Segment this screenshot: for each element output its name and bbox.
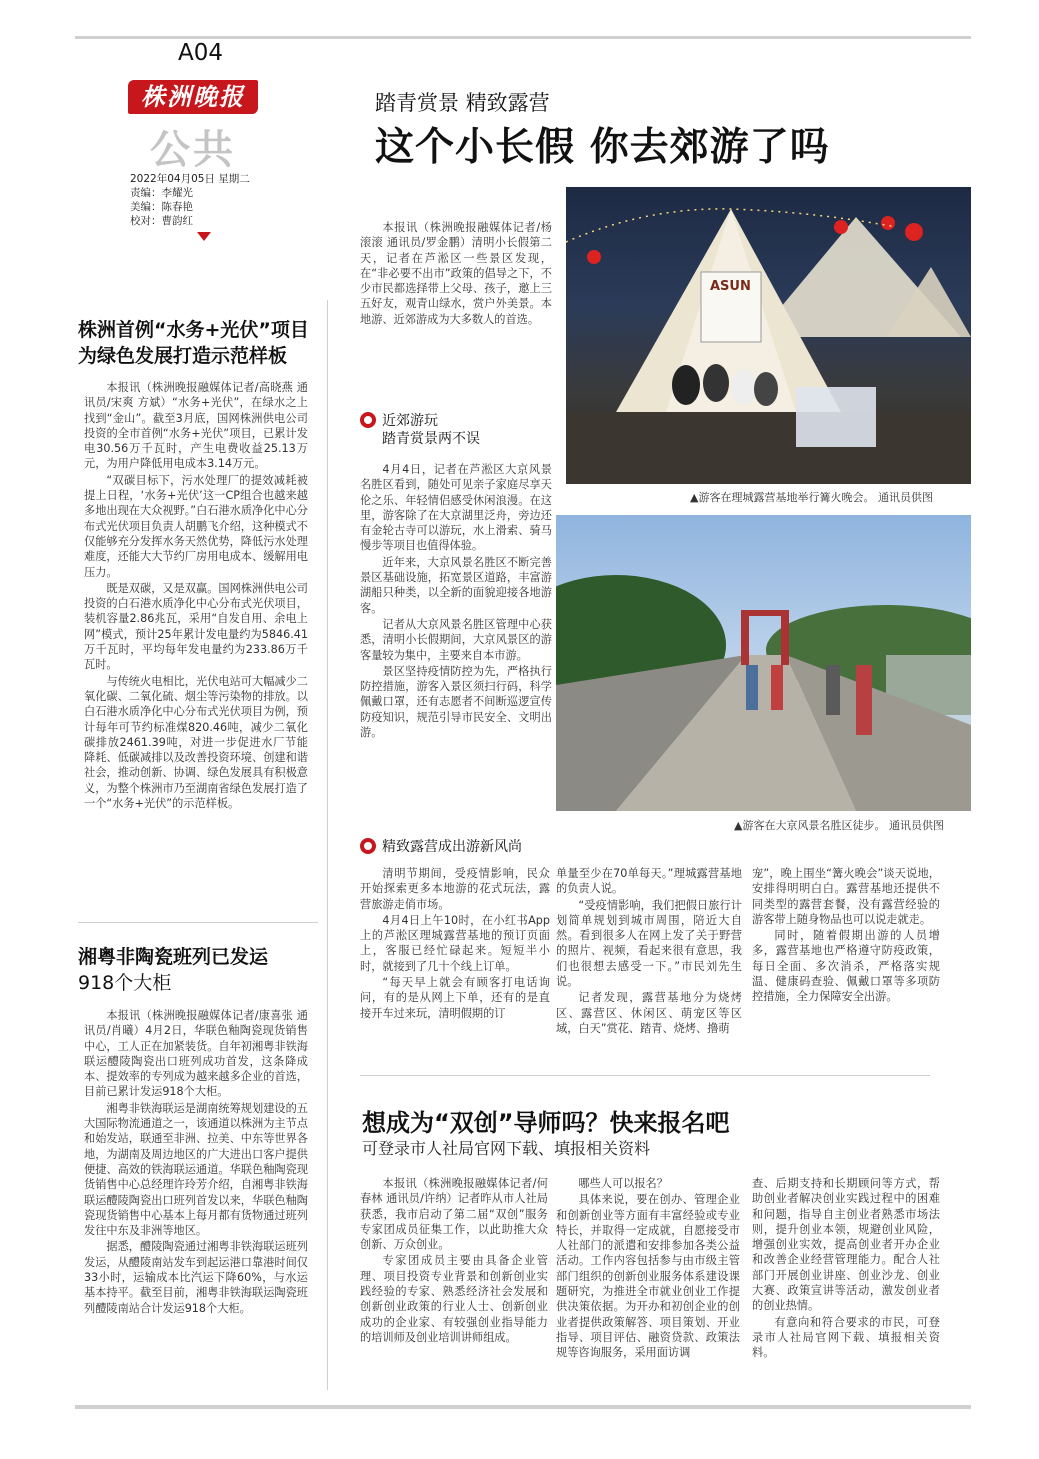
camping-illustration	[566, 187, 971, 484]
subhead-camping-label: 精致露营成出游新风尚	[382, 839, 522, 855]
issue-date: 2022年04月05日 星期二	[130, 173, 250, 185]
red-circle-icon	[360, 838, 376, 854]
paragraph: 专家团成员主要由具备企业管理、项目投资专业背景和创新创业实践经验的专家、熟悉经济社会发展和创新创业政策的行业人士、创新创业成功的企业家、有较强创业指导能力的培训师及创业培训讲师组成。	[360, 1254, 548, 1344]
paragraph: 湘粤非铁海联运是湖南统筹规划建设的五大国际物流通道之一，该通道以株洲为主节点和始发站，联通至非洲、拉美、中东等世界各地，为湖南及周边地区的广大进出口客户提供便捷、高效的铁海联运通道。华联色釉陶瓷现货销售中心总经理许玲芳介绍，自湘粤非铁海联运醴陵陶瓷出口班列首发以来，华联色釉陶瓷现货销售中心基本上每月都有货物通过班列发往中东及非洲等地区。	[84, 1101, 308, 1238]
camping-photo-caption: ▲游客在理城露营基地举行篝火晚会。 通讯员供图	[690, 491, 933, 504]
paragraph: “每天早上就会有顾客打电话询问，有的是从网上下单，还有的是直接开车过来玩，清明假期的订	[360, 976, 550, 1020]
lead-body-suburban	[360, 462, 552, 741]
paragraph: 近年来，大京风景名胜区不断完善景区基础设施，拓宽景区道路，丰富游湖船只种类，以全新的面貌迎接各地游客。	[360, 555, 552, 615]
subhead-suburban	[360, 412, 480, 448]
lead-intro	[360, 220, 552, 328]
subhead-suburban-line2: 踏青赏景两不误	[382, 431, 480, 447]
left1-headline	[78, 317, 309, 369]
mentor-subhead: 可登录市人社局官网下载、填报相关资料	[362, 1139, 651, 1158]
paragraph: 景区坚持疫情防控为先，严格执行防控措施，游客入景区须扫行码，科学佩戴口罩，还有志愿者不间断巡逻宣传防疫知识，规范引导市民安全、文明出游。	[360, 664, 552, 740]
left2-body	[84, 1008, 308, 1317]
lead-headline: 这个小长假 你去郊游了吗	[375, 125, 830, 170]
camping-body-col2	[556, 866, 742, 1037]
paragraph: 4月4日上午10时，在小红书App上的芦淞区理城露营基地的预订页面上，客服已经忙碌起来。短短半小时，就接到了几十个线上订单。	[360, 913, 550, 973]
paragraph: 具体来说，要在创办、管理企业和创新创业等方面有丰富经验或专业特长，并取得一定成就，自愿接受市人社部门的派遣和安排参加各类公益活动。工作内容包括参与由市级主管部门组织的创新创业服务体系建设课题研究，为推进全市就业创业工作提供决策依据。为开办和初创企业的创业者提供政策解答、项目策划、开业指导、项目评估、融资贷款、政策法规等咨询服务，采用面访调	[556, 1193, 740, 1360]
masthead-marker	[197, 232, 211, 241]
bridge-photo-caption: ▲游客在大京风景名胜区徒步。 通讯员供图	[734, 819, 944, 832]
mentor-col2	[556, 1176, 740, 1362]
left1-body	[84, 380, 308, 812]
section-name: 公共	[150, 126, 236, 173]
mentor-col1	[360, 1176, 548, 1346]
bridge-illustration	[556, 515, 971, 811]
top-rule	[75, 36, 971, 39]
paragraph: 单量至少在70单每天。”理城露营基地的负责人说。	[556, 867, 742, 896]
mentor-col3	[752, 1176, 940, 1362]
paragraph: 4月4日，记者在芦淞区大京风景名胜区看到，随处可见亲子家庭尽享天伦之乐、年轻情侣感受休闲浪漫。在这里，游客除了在大京湖里泛舟，旁边还有金轮古寺可以游玩，水上滑索、骑马慢步等项目也值得体验。	[360, 463, 552, 553]
subhead-suburban-line1: 近郊游玩	[382, 413, 438, 429]
left-article-divider	[78, 922, 318, 923]
left2-headline-line1: 湘粤非陶瓷班列已发运	[78, 946, 269, 968]
paragraph: 查、后期支持和长期顾问等方式，帮助创业者解决创业实践过程中的困难和问题，指导自主创业者熟悉市场法则，提升创业本领，规避创业风险，增强创业实效，提高创业者开办企业和改善企业经营管理能力。配合人社部门开展创业讲座、创业沙龙、创业大赛、政策宣讲等活动，激发创业者的创业热情。	[752, 1177, 940, 1313]
paragraph: “受疫情影响，我们把假日旅行计划简单规划到城市周围，陪近大自然。看到很多人在网上发了关于野营的照片、视频，看起来很有意思，我们也很想去感受一下。”市民刘先生说。	[556, 898, 742, 989]
paragraph: 本报讯（株洲晚报融媒体记者/何春林 通讯员/许纳）记者昨从市人社局获悉，我市启动了第二届“双创”服务专家团成员征集工作，以此助推大众创新、万众创业。	[360, 1177, 548, 1252]
camping-body-col3	[752, 866, 940, 1006]
left1-headline-line2: 为绿色发展打造示范样板	[78, 345, 288, 367]
red-circle-icon	[360, 412, 376, 428]
left1-headline-line1: 株洲首例“水务+光伏”项目	[78, 319, 309, 341]
paragraph: 宠”，晚上围坐“篝火晚会”谈天说地，安排得明明白白。露营基地还提供不同类型的露营套餐，没有露营经验的游客带上随身物品也可以说走就走。	[752, 867, 940, 926]
paragraph: 记者从大京风景名胜区管理中心获悉，清明小长假期间，大京风景区的游客量较为集中，主要来自本市游。	[360, 617, 552, 662]
subhead-camping	[360, 836, 522, 856]
art-editor: 美编：陈春艳	[130, 201, 193, 213]
lead-kicker: 踏青赏景 精致露营	[375, 91, 550, 115]
left2-headline	[78, 944, 268, 996]
left-column-divider	[327, 300, 328, 1390]
editor: 责编：李耀光	[130, 187, 193, 199]
paragraph: 本报讯（株洲晚报融媒体记者/康喜张 通讯员/肖曦）4月2日，华联色釉陶瓷现货销售中心，工人正在加紧装货。自年初湘粤非铁海联运醴陵陶瓷出口班列成功首发，这条降成本、提效率的专列成为越来越多企业的首选，目前已累计发运918个大柜。	[84, 1009, 308, 1099]
paragraph: 据悉，醴陵陶瓷通过湘粤非铁海联运班列发运，从醴陵南站发车到起运港口靠港时间仅33小时，运输成本比汽运下降60%，与水运基本持平。截至目前，湘粤非铁海联运陶瓷班列醴陵南站合计发运918个大柜。	[84, 1240, 308, 1315]
mentor-headline: 想成为“双创”导师吗？快来报名吧	[362, 1109, 730, 1137]
paragraph: 与传统火电相比，光伏电站可大幅减少二氧化碳、二氧化硫、烟尘等污染物的排放。以白石港水质净化中心分布式光伏项目为例，预计每年可节约标准煤820.46吨，减少二氧化碳排放2461.39吨，对进一步促进水厂节能降耗、低碳减排以及改善投资环境、创建和谐社会，推动创新、协调、绿色发展具有积极意义，为整个株洲市乃至湖南省绿色发展打造了一个“水务+光伏”的示范样板。	[84, 674, 308, 811]
paper-name: 株洲晚报	[141, 82, 245, 111]
paragraph: 记者发现，露营基地分为烧烤区、露营区、休闲区、萌宠区等区域，白天”赏花、踏青、烧烤、撸萌	[556, 991, 742, 1035]
paragraph: 既是双碳，又是双赢。国网株洲供电公司投资的白石港水质净化中心分布式光伏项目，装机容量2.86兆瓦，采用“自发自用、余电上网”模式，预计25年累计发电量约为5846.41万千瓦时，平均每年发电量约为233.86万千瓦时。	[84, 581, 308, 672]
page-number: A04	[178, 40, 224, 66]
paragraph: “双碳目标下，污水处理厂的提效减耗被提上日程，‘水务+光伏’这一CP组合也越来越多地出现在大众视野。”白石港水质净化中心分布式光伏项目负责人胡鹏飞介绍，这种模式不仅能够充分发挥水务天然优势，降低污水处理难度，还能大大节约厂房用电成本、缓解用电压力。	[84, 473, 308, 579]
camping-photo	[566, 187, 971, 484]
mentor-divider	[360, 1075, 930, 1076]
paragraph: 清明节期间，受疫情影响，民众开始探索更多本地游的花式玩法，露营旅游走俏市场。	[360, 867, 550, 911]
paragraph: 有意向和符合要求的市民，可登录市人社局官网下载、填报相关资料。	[752, 1315, 940, 1360]
paragraph: 本报讯（株洲晚报融媒体记者/高晓燕 通讯员/宋爽 方斌）“水务+光伏”，在绿水之上找到“金山”。截至3月底，国网株洲供电公司投资的全市首例“水务+光伏”项目，已累计发电30.56万千瓦时，产生电费收益25.13万元，为用户降低用电成本3.14万元。	[84, 381, 308, 471]
bridge-photo	[556, 515, 971, 811]
proofreader: 校对：曹韵红	[130, 215, 193, 227]
masthead-meta	[130, 172, 250, 228]
left2-headline-line2: 918个大柜	[78, 972, 172, 994]
paragraph-question: 哪些人可以报名？	[578, 1177, 668, 1190]
paragraph: 同时，随着假期出游的人员增多，露营基地也严格遵守防疫政策，每日全面、多次消杀，严格落实规温、健康码查验、佩戴口罩等多项防控措施，全力保障安全出游。	[752, 929, 940, 1004]
camping-body-col1	[360, 866, 550, 1022]
lead-intro-paragraph: 本报讯（株洲晚报融媒体记者/杨滚滚 通讯员/罗金鹏）清明小长假第二天，记者在芦淞区一些景区发现，在“非必要不出市”政策的倡导之下，不少市民都选择带上父母、孩子，邀上三五好友，观青山绿水，赏户外美景。本地游、近郊游成为大多数人的首选。	[360, 221, 552, 326]
tent-banner-text: ASUN	[710, 279, 751, 294]
bottom-rule	[75, 1405, 971, 1409]
paper-logo	[128, 80, 258, 114]
